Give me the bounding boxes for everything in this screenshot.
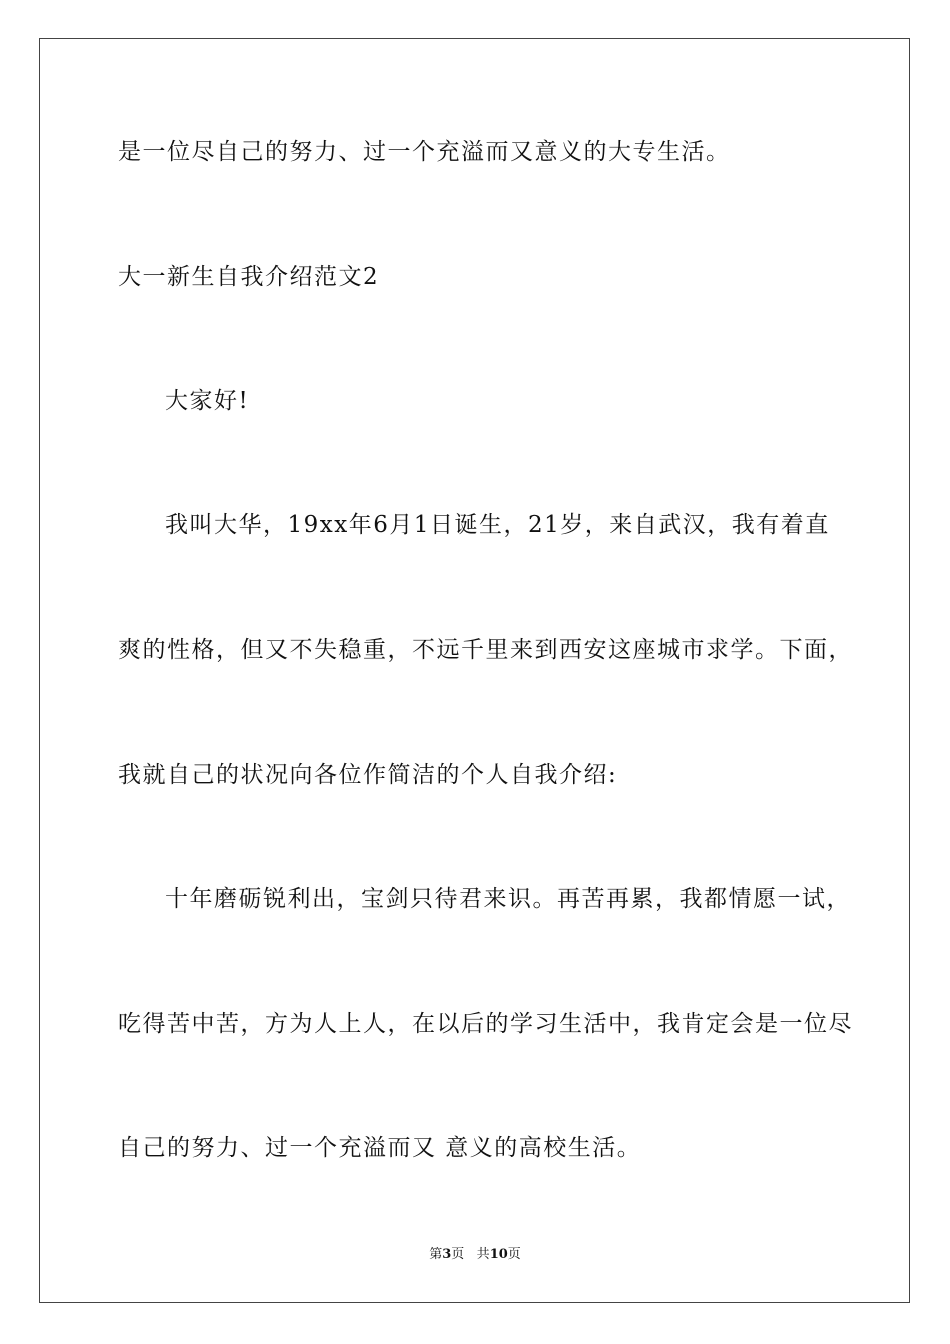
- page-footer: [0, 1246, 950, 1264]
- footer-page-number: 3: [442, 1247, 452, 1262]
- footer-page-prefix: 第: [429, 1247, 443, 1262]
- footer-total-pages: 10: [489, 1247, 508, 1262]
- paragraph-line: 十年磨砺锐利出，宝剑只待君来识。再苦再累，我都情愿一试，: [165, 886, 851, 912]
- footer-total-suffix: 页: [507, 1247, 521, 1262]
- section-heading: 大一新生自我介绍范文2: [118, 264, 380, 290]
- footer-total-prefix: 共: [476, 1247, 490, 1262]
- paragraph-line: 我就自己的状况向各位作简洁的个人自我介绍:: [118, 762, 618, 788]
- paragraph-line: 是一位尽自己的努力、过一个充溢而又意义的大专生活。: [118, 139, 731, 165]
- page-border: [39, 38, 910, 1303]
- paragraph-line: 自己的努力、过一个充溢而又 意义的高校生活。: [118, 1135, 642, 1161]
- paragraph-line: 吃得苦中苦，方为人上人，在以后的学习生活中，我肯定会是一位尽: [118, 1011, 853, 1037]
- paragraph-line: 爽的性格，但又不失稳重，不远千里来到西安这座城市求学。下面，: [118, 637, 853, 663]
- paragraph-line: 我叫大华，19xx年6月1日诞生，21岁，来自武汉，我有着直: [165, 512, 830, 538]
- footer-page-suffix: 页: [451, 1247, 465, 1262]
- greeting-line: 大家好!: [165, 388, 250, 414]
